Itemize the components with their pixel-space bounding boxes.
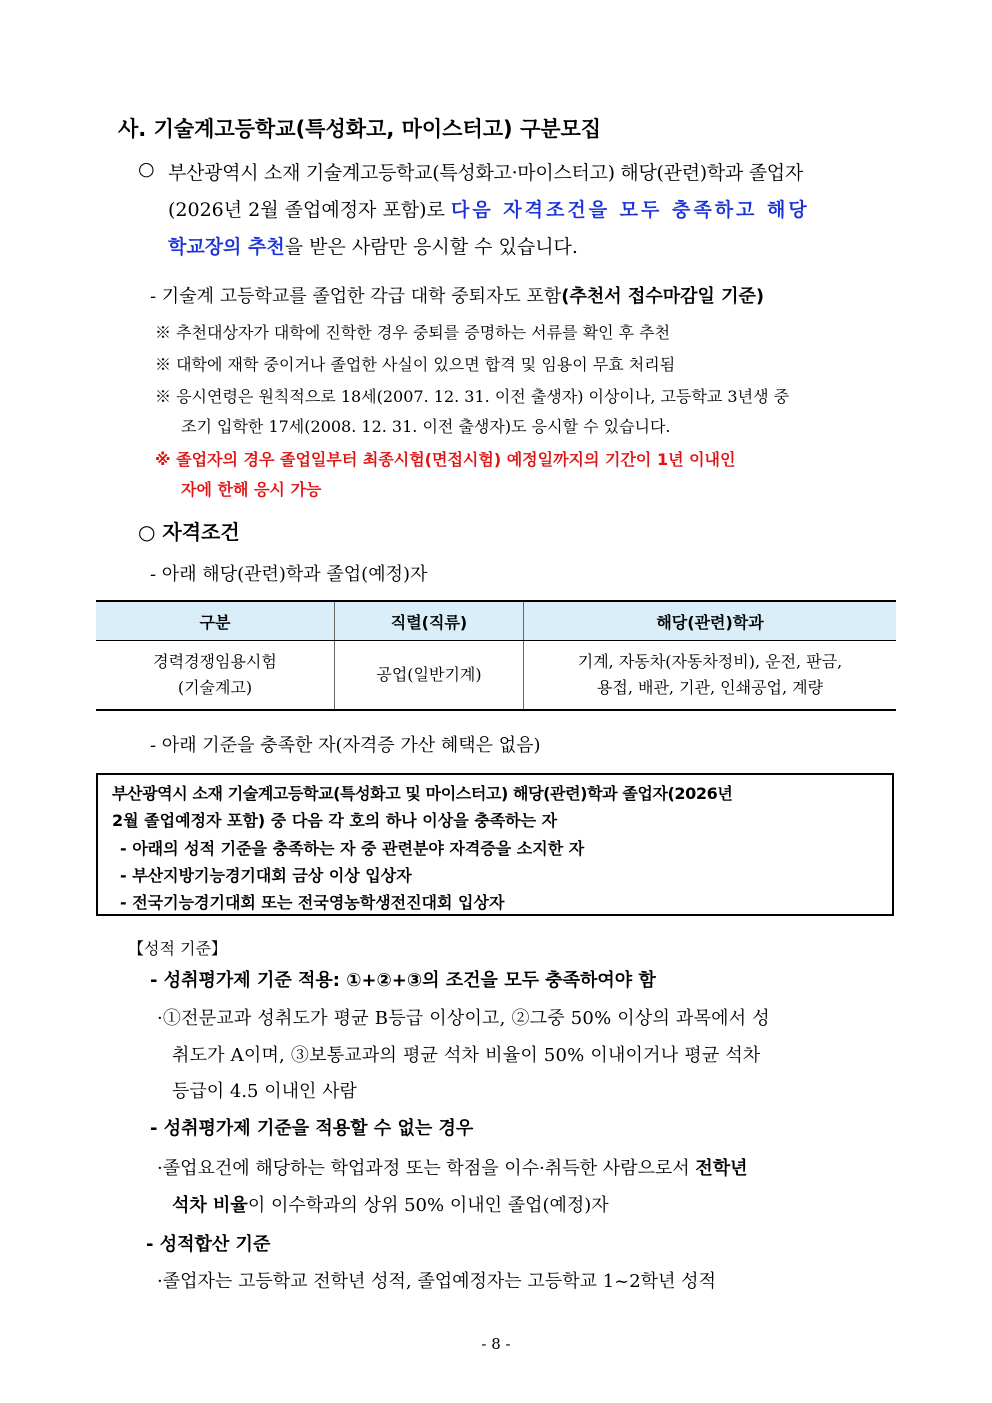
category-line-1: 경력경쟁임용시험 [153, 652, 277, 671]
sum-criteria-line: ·졸업자는 고등학교 전학년 성적, 졸업예정자는 고등학교 1~2학년 성적 [157, 1271, 716, 1292]
criteria-item-1: - 아래의 성적 기준을 충족하는 자 중 관련분야 자격증을 소지한 자 [120, 839, 585, 858]
intro-line-3 [168, 232, 578, 259]
red-note-line-1: ※ 졸업자의 경우 졸업일부터 최종시험(면접시험) 예정일까지의 기간이 1년 이내인 [155, 450, 736, 469]
intro-bullet: ○ [138, 158, 155, 180]
not-applicable-line-1-bold: 전학년 [695, 1158, 748, 1179]
intro-line-1: 부산광역시 소재 기술계고등학교(특성화고·마이스터고) 해당(관련)학과 졸업자 [168, 162, 803, 184]
qualification-sub-1: - 아래 해당(관련)학과 졸업(예정)자 [150, 564, 428, 585]
note-1: ※ 추천대상자가 대학에 진학한 경우 중퇴를 증명하는 서류를 확인 후 추천 [155, 323, 671, 342]
sum-criteria-title: - 성적합산 기준 [146, 1234, 271, 1255]
intro-line-2-highlight: 다음 자격조건을 모두 충족하고 해당 [450, 199, 810, 221]
achievement-line-1: ·①전문교과 성취도가 평균 B등급 이상이고, ②그중 50% 이상의 과목에서 성 [157, 1008, 770, 1029]
dropout-note-plain: - 기술계 고등학교를 졸업한 각급 대학 중퇴자도 포함 [150, 286, 562, 307]
qualification-sub-2: - 아래 기준을 충족한 자(자격증 가산 혜택은 없음) [150, 735, 541, 756]
achievement-line-2: 취도가 A이며, ③보통교과의 평균 석차 비율이 50% 이내이거나 평균 석차 [172, 1045, 761, 1066]
not-applicable-line-2-bold: 석차 비율 [172, 1195, 248, 1216]
qualification-heading: ○ 자격조건 [138, 520, 240, 544]
table-header-series: 직렬(직류) [335, 601, 524, 641]
criteria-item-3: - 전국기능경기대회 또는 전국영농학생전진대회 입상자 [120, 893, 505, 912]
note-3-continued: 조기 입학한 17세(2008. 12. 31. 이전 출생자)도 응시할 수 있습니다. [181, 417, 671, 436]
category-line-2: (기술계고) [177, 678, 253, 697]
criteria-box [96, 773, 894, 916]
dropout-note-bold: (추천서 접수마감일 기준) [561, 286, 765, 307]
achievement-line-3: 등급이 4.5 이내인 사람 [172, 1081, 357, 1102]
dropout-note [150, 282, 764, 308]
intro-line-3-highlight: 학교장의 추천 [168, 236, 285, 258]
table-header-department: 해당(관련)학과 [524, 601, 897, 641]
not-applicable-title: - 성취평가제 기준을 적용할 수 없는 경우 [150, 1118, 474, 1139]
criteria-item-2: - 부산지방기능경기대회 금상 이상 입상자 [120, 866, 412, 885]
table-header-row [96, 601, 896, 641]
table-row [96, 641, 896, 711]
intro-line-2-plain: (2026년 2월 졸업예정자 포함)로 [168, 199, 451, 221]
section-title: 사. 기술계고등학교(특성화고, 마이스터고) 구분모집 [118, 117, 602, 141]
page-number: - 8 - [481, 1335, 511, 1353]
table-cell-series: 공업(일반기계) [335, 641, 524, 711]
criteria-line-1: 부산광역시 소재 기술계고등학교(특성화고 및 마이스터고) 해당(관련)학과 졸업자(2026년 [112, 784, 733, 803]
not-applicable-line-2 [172, 1191, 609, 1217]
intro-line-2 [168, 195, 810, 222]
department-line-1: 기계, 자동차(자동차정비), 운전, 판금, [577, 652, 843, 671]
red-note-line-2: 자에 한해 응시 가능 [181, 480, 322, 499]
criteria-line-2: 2월 졸업예정자 포함) 중 다음 각 호의 하나 이상을 충족하는 자 [112, 811, 558, 830]
department-line-2: 용접, 배관, 기관, 인쇄공업, 계량 [596, 678, 824, 697]
note-3: ※ 응시연령은 원칙적으로 18세(2007. 12. 31. 이전 출생자) 이상이나, 고등학교 3년생 중 [155, 387, 790, 406]
not-applicable-line-1-plain: ·졸업요건에 해당하는 학업과정 또는 학점을 이수·취득한 사람으로서 [157, 1158, 696, 1179]
not-applicable-line-1 [157, 1154, 748, 1180]
table-cell-department [524, 641, 897, 711]
table-cell-category [96, 641, 335, 711]
table-header-category: 구분 [96, 601, 335, 641]
intro-line-3-plain: 을 받은 사람만 응시할 수 있습니다. [284, 236, 578, 258]
department-table [96, 600, 896, 711]
note-2: ※ 대학에 재학 중이거나 졸업한 사실이 있으면 합격 및 임용이 무효 처리됨 [155, 355, 676, 374]
grade-criteria-heading: 【성적 기준】 [128, 939, 227, 958]
achievement-title: - 성취평가제 기준 적용: ①+②+③의 조건을 모두 충족하여야 함 [150, 970, 656, 991]
not-applicable-line-2-plain: 이 이수학과의 상위 50% 이내인 졸업(예정)자 [247, 1195, 609, 1216]
